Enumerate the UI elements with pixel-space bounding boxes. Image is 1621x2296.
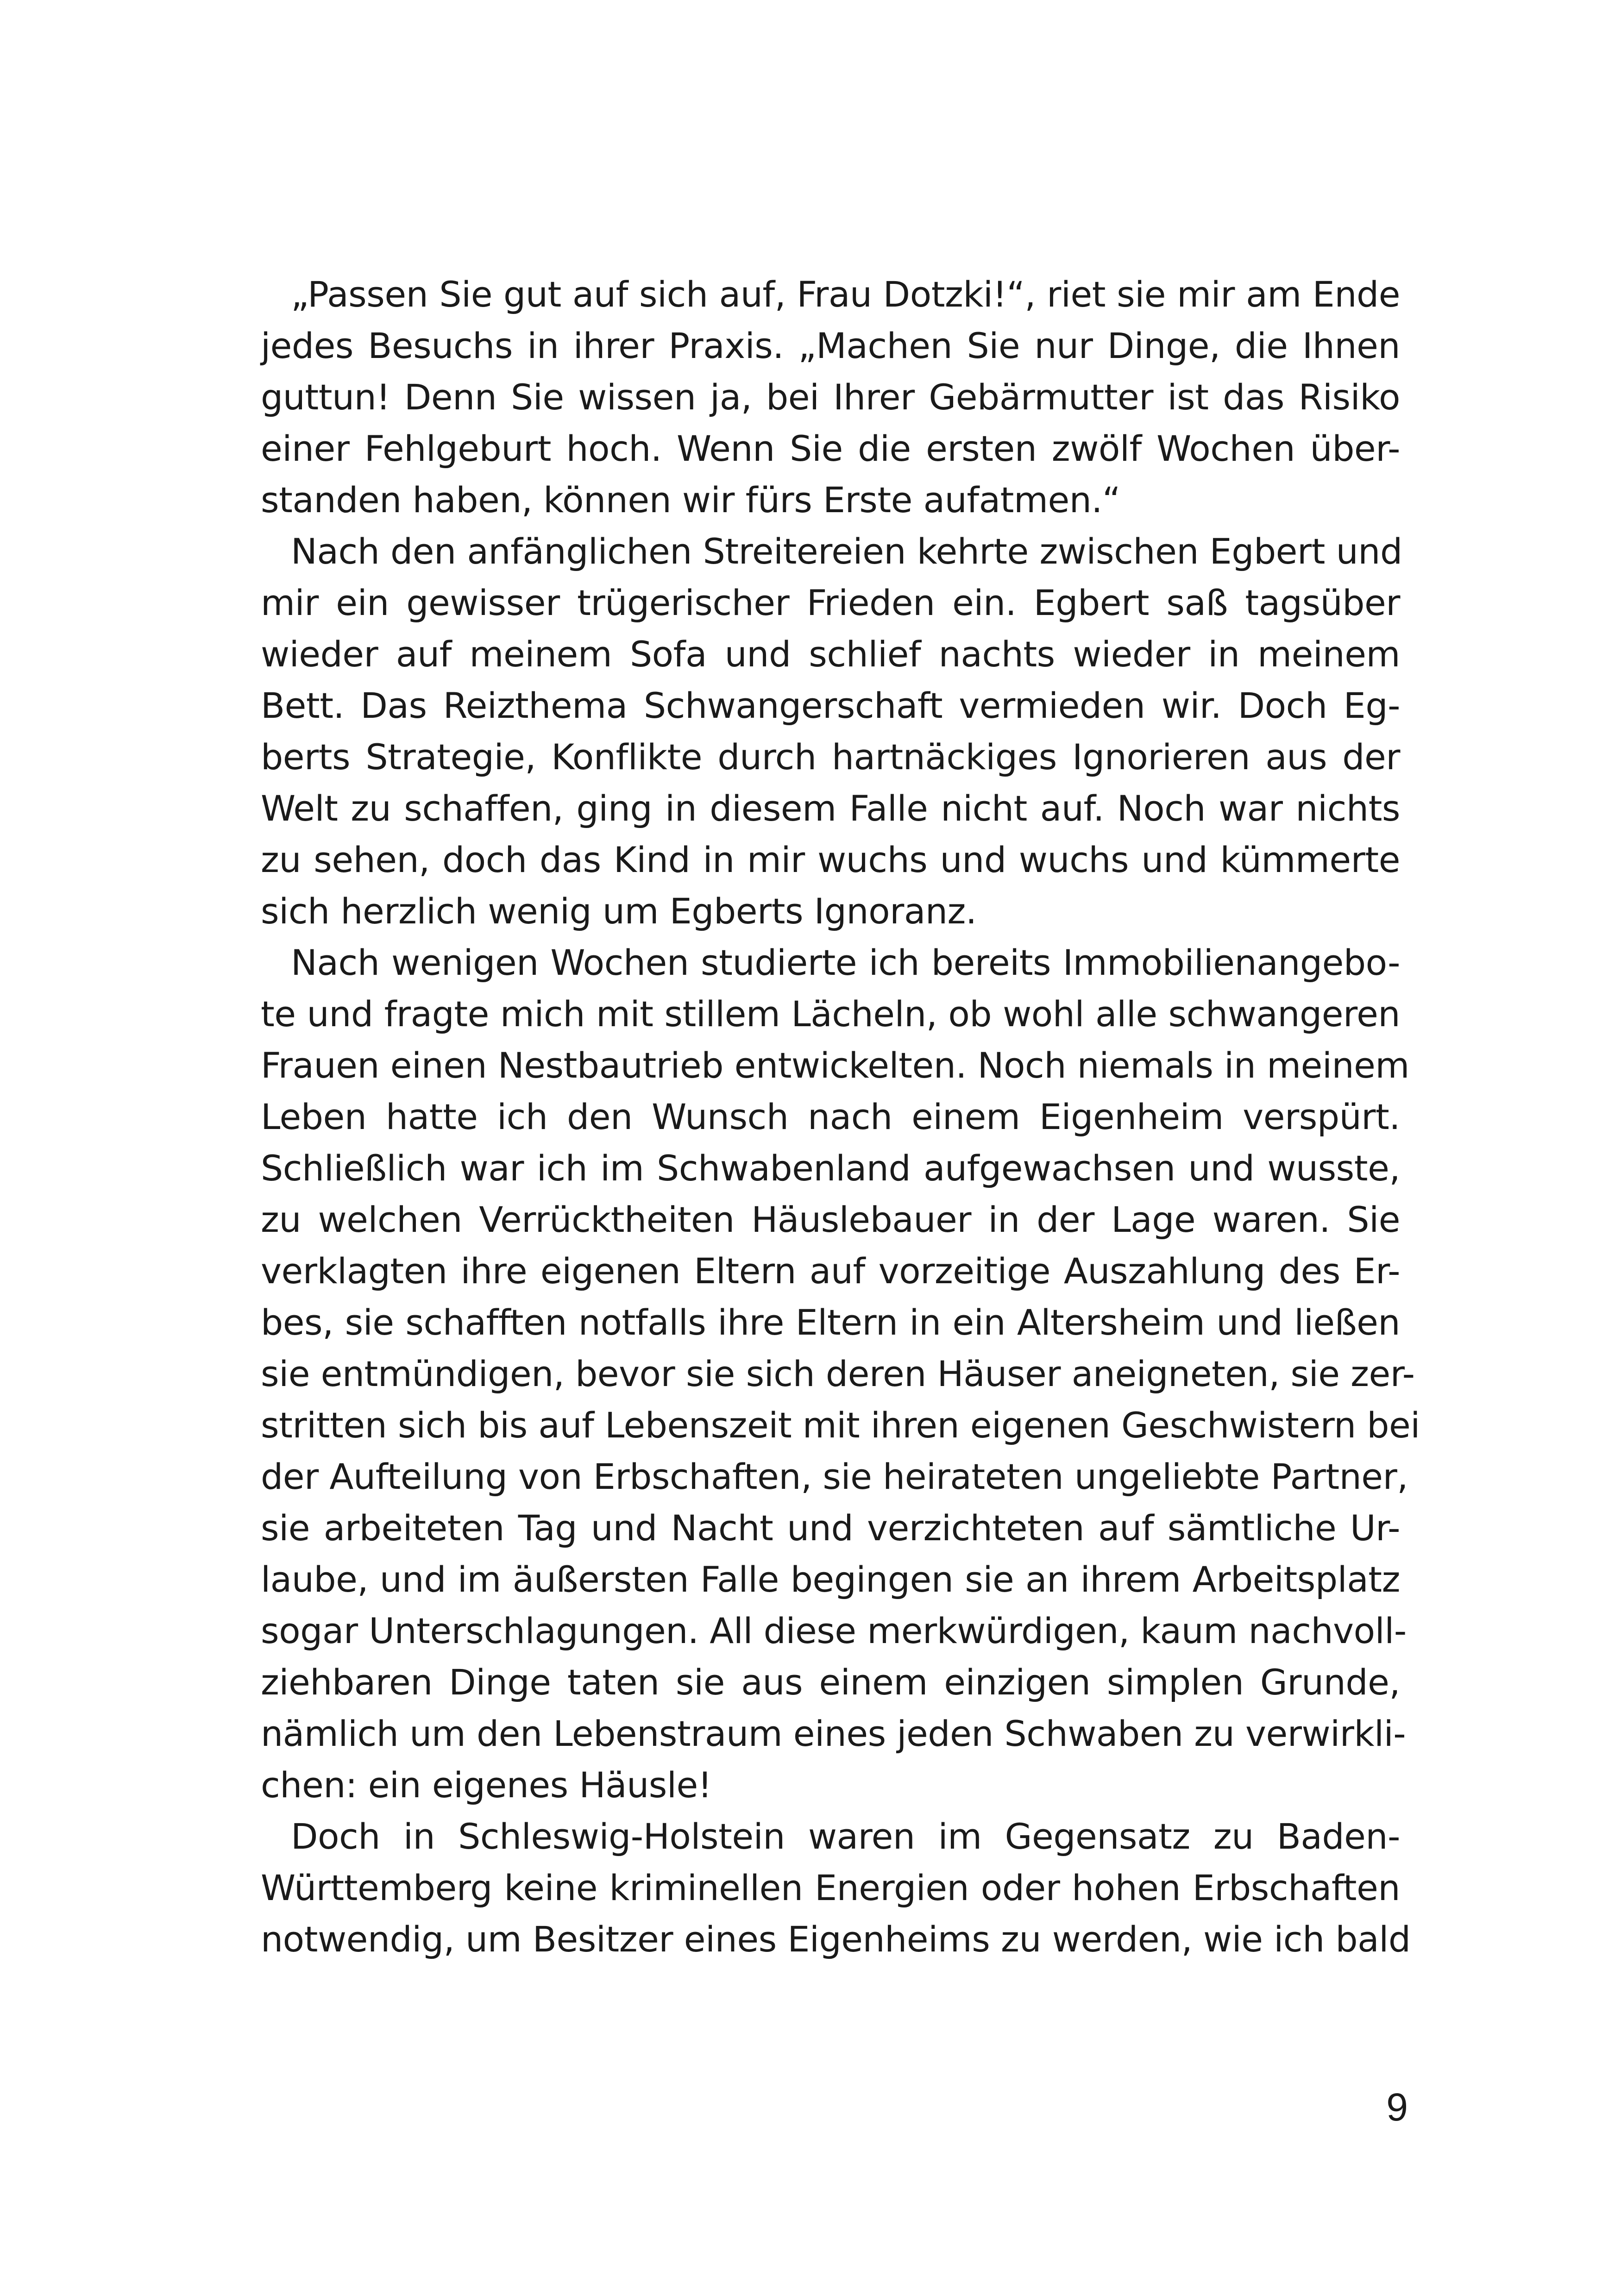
- text-line: Schließlich war ich im Schwabenland aufgewachsen und wusste,: [261, 1148, 1400, 1189]
- text-line: notwendig, um Besitzer eines Eigenheims zu werden, wie ich bald: [261, 1919, 1411, 1960]
- text-line: stritten sich bis auf Lebenszeit mit ihren eigenen Geschwistern bei: [261, 1405, 1420, 1446]
- text-line: berts Strategie, Konflikte durch hartnäckiges Ignorieren aus der: [261, 736, 1400, 778]
- text-line: laube, und im äußersten Falle begingen sie an ihrem Arbeitsplatz: [261, 1559, 1400, 1600]
- text-line: sie arbeiteten Tag und Nacht und verzichteten auf sämtliche Ur-: [261, 1507, 1400, 1549]
- text-line: sie entmündigen, bevor sie sich deren Häuser aneigneten, sie zer-: [261, 1353, 1415, 1394]
- text-line: sogar Unterschlagungen. All diese merkwürdigen, kaum nachvoll-: [261, 1610, 1407, 1651]
- text-line: te und fragte mich mit stillem Lächeln, ob wohl alle schwangeren: [261, 993, 1400, 1035]
- text-line: standen haben, können wir fürs Erste aufatmen.“: [261, 479, 1120, 521]
- text-line: Welt zu schaffen, ging in diesem Falle nicht auf. Noch war nichts: [261, 788, 1400, 829]
- text-line: Nach den anfänglichen Streitereien kehrte zwischen Egbert und: [291, 531, 1402, 572]
- text-line: Bett. Das Reizthema Schwangerschaft vermieden wir. Doch Eg-: [261, 685, 1400, 726]
- body-text: [261, 269, 1420, 1965]
- text-line: Doch in Schleswig-Holstein waren im Gegensatz zu Baden-: [291, 1816, 1400, 1857]
- text-line: Frauen einen Nestbautrieb entwickelten. Noch niemals in meinem: [261, 1045, 1409, 1086]
- text-line: mir ein gewisser trügerischer Frieden ein. Egbert saß tagsüber: [261, 582, 1400, 623]
- text-line: jedes Besuchs in ihrer Praxis. „Machen Sie nur Dinge, die Ihnen: [261, 325, 1400, 366]
- text-line: wieder auf meinem Sofa und schlief nachts wieder in meinem: [261, 634, 1400, 675]
- text-line: bes, sie schafften notfalls ihre Eltern in ein Altersheim und ließen: [261, 1302, 1400, 1343]
- text-line: verklagten ihre eigenen Eltern auf vorzeitige Auszahlung des Er-: [261, 1250, 1400, 1292]
- text-line: Württemberg keine kriminellen Energien oder hohen Erbschaften: [261, 1867, 1400, 1908]
- page-number: 9: [1386, 2085, 1408, 2129]
- text-line: „Passen Sie gut auf sich auf, Frau Dotzki!“, riet sie mir am Ende: [291, 274, 1400, 315]
- text-line: sich herzlich wenig um Egberts Ignoranz.: [261, 891, 977, 932]
- text-line: guttun! Denn Sie wissen ja, bei Ihrer Gebärmutter ist das Risiko: [261, 376, 1400, 418]
- text-line: ziehbaren Dinge taten sie aus einem einzigen simplen Grunde,: [261, 1662, 1400, 1703]
- text-line: einer Fehlgeburt hoch. Wenn Sie die ersten zwölf Wochen über-: [261, 428, 1400, 469]
- text-line: Nach wenigen Wochen studierte ich bereits Immobilienangebo-: [291, 942, 1400, 983]
- text-line: zu sehen, doch das Kind in mir wuchs und wuchs und kümmerte: [261, 839, 1400, 880]
- text-line: zu welchen Verrücktheiten Häuslebauer in der Lage waren. Sie: [261, 1199, 1400, 1240]
- text-line: der Aufteilung von Erbschaften, sie heirateten ungeliebte Partner,: [261, 1456, 1408, 1497]
- text-line: nämlich um den Lebenstraum eines jeden Schwaben zu verwirkli-: [261, 1713, 1406, 1754]
- text-line: chen: ein eigenes Häusle!: [261, 1764, 712, 1806]
- text-line: Leben hatte ich den Wunsch nach einem Eigenheim verspürt.: [261, 1096, 1400, 1137]
